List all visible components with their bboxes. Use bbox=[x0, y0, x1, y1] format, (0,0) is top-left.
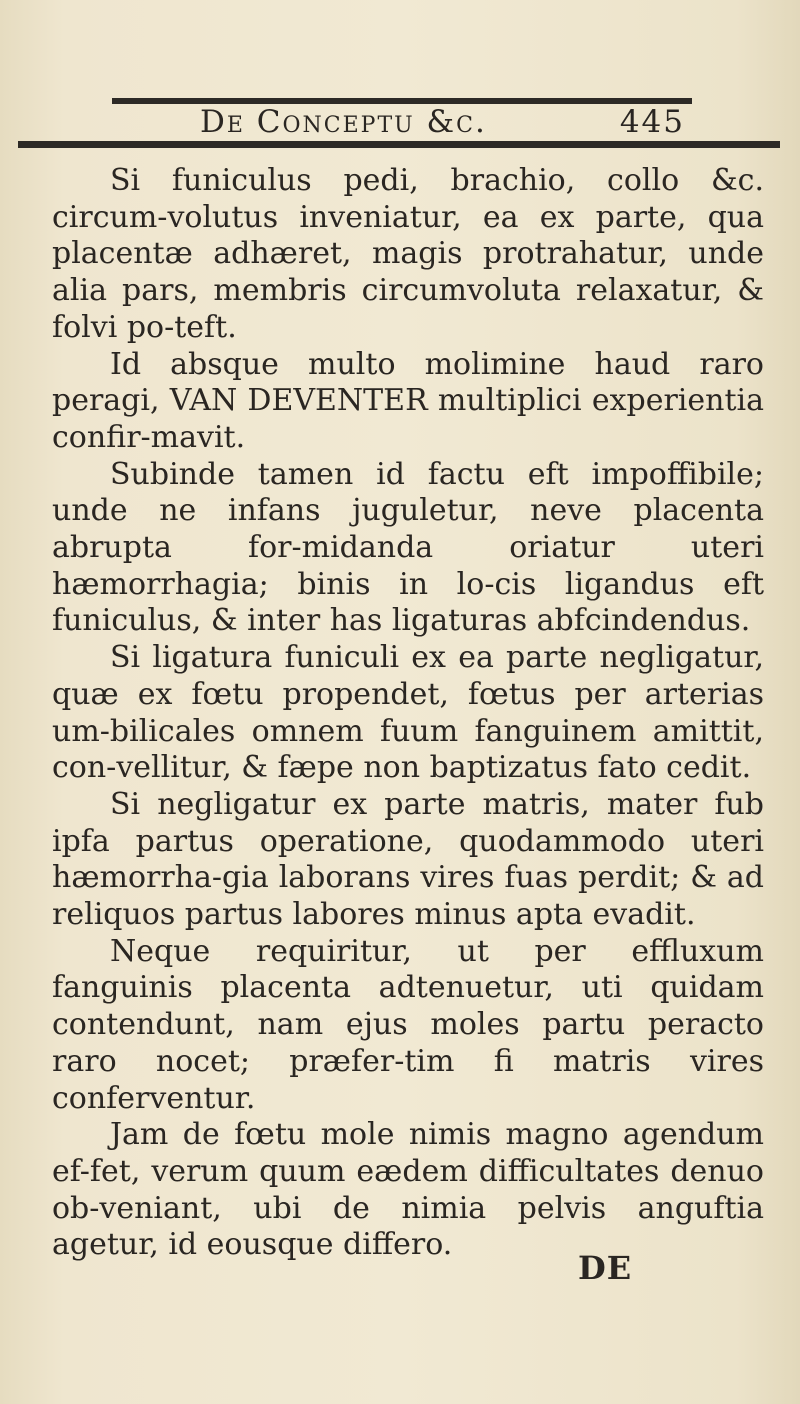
catchword: DE bbox=[578, 1249, 633, 1287]
paragraph-placenta: Neque requiritur, ut per effluxum fanguinis placenta adtenuetur, uti quidam contendunt, nam ejus moles partu peracto raro nocet; præfer-tim fi matris vires conferventur. bbox=[52, 933, 764, 1116]
running-title: De Conceptu &c. bbox=[200, 104, 487, 140]
running-header bbox=[200, 100, 685, 142]
paragraph-funiculus: Si funiculus pedi, brachio, collo &c. circum-volutus inveniatur, ea ex parte, qua placentæ adhæret, magis protrahatur, unde alia pars, membris circumvoluta relaxatur, & folvi po-teft. bbox=[52, 163, 764, 345]
paragraph-van-deventer: Id absque multo molimine haud raro peragi, VAN DEVENTER multiplici experientia confir-mavit. bbox=[52, 346, 764, 455]
paragraph-mole: Jam de fœtu mole nimis magno agendum ef-fet, verum quum eædem difficultates denuo ob-veniant, ubi de nimia pelvis anguftia agetur, id eousque differo. bbox=[52, 1117, 764, 1263]
body-text bbox=[52, 163, 764, 1264]
header-rule-bottom bbox=[18, 141, 780, 148]
paragraph-ligandus: Subinde tamen id factu eft impoffibile; unde ne infans juguletur, neve placenta abrupta for-midanda oriatur uteri hæmorrhagia; binis in lo-cis ligandus eft funiculus, & inter has ligaturas abfcindendus. bbox=[52, 456, 764, 639]
page-number: 445 bbox=[619, 104, 685, 140]
paragraph-matris: Si negligatur ex parte matris, mater fub ipfa partus operatione, quodammodo uteri hæmorrha-gia laborans vires fuas perdit; & ad reliquos partus labores minus apta evadit. bbox=[52, 786, 764, 933]
paragraph-ligatura: Si ligatura funiculi ex ea parte negligatur, quæ ex fœtu propendet, fœtus per arterias um-bilicales omnem fuum fanguinem amittit, con-vellitur, & fæpe non baptizatus fato cedit. bbox=[52, 640, 764, 786]
